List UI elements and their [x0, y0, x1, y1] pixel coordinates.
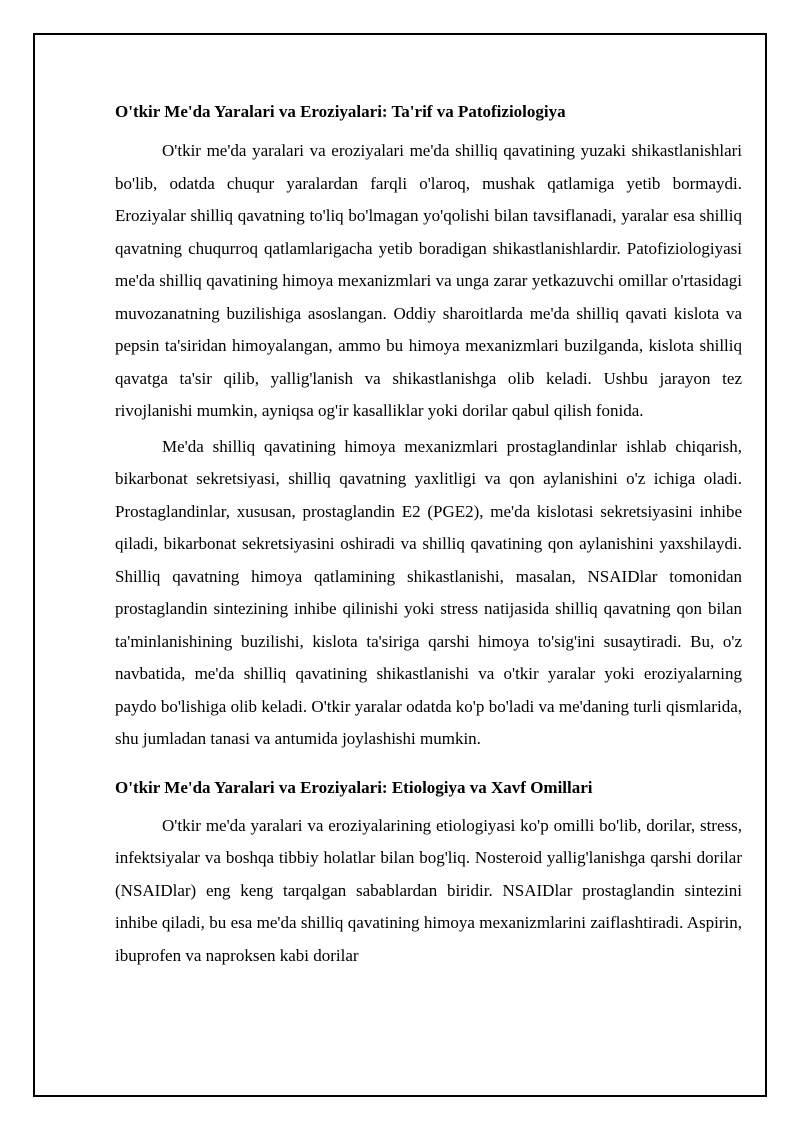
document-body [115, 96, 742, 972]
section-heading-definition: O'tkir Me'da Yaralari va Eroziyalari: Ta'rif va Patofiziologiya [115, 102, 566, 121]
paragraph-etiology: O'tkir me'da yaralari va eroziyalarining etiologiyasi ko'p omilli bo'lib, dorilar, stress, infektsiyalar va boshqa tibbiy holatlar bilan bog'liq. Nosteroid yallig'lanishga qarshi dorilar (NSAIDlar) eng keng tarqalgan sabablardan biridir. NSAIDlar prostaglandin sintezini inhibe qiladi, bu esa me'da shilliq qavatining himoya mexanizmlarini zaiflashtiradi. Aspirin, ibuprofen va naproksen kabi dorilar [115, 815, 742, 965]
paragraph-pathophysiology: O'tkir me'da yaralari va eroziyalari me'da shilliq qavatining yuzaki shikastlanishlari bo'lib, odatda chuqur yaralardan farqli o'laroq, mushak qatlamiga yetib bormaydi. Eroziyalar shilliq qavatning to'liq bo'lmagan yo'qolishi bilan tavsiflanadi, yaralar esa shilliq qavatning chuqurroq qatlamlarigacha yetib boradigan shikastlanishlardir. Patofiziologiyasi me'da shilliq qavatining himoya mexanizmlari va unga zarar yetkazuvchi omillar o'rtasidagi muvozanatning buzilishiga asoslangan. Oddiy sharoitlarda me'da shilliq qavati kislota va pepsin ta'siridan himoyalangan, ammo bu himoya mexanizmlari buzilganda, kislota shilliq qavatga ta'sir qilib, yallig'lanish va shikastlanishga olib keladi. Ushbu jarayon tez rivojlanishi mumkin, ayniqsa og'ir kasalliklar yoki dorilar qabul qilish fonida. [115, 141, 742, 420]
section-heading-etiology: O'tkir Me'da Yaralari va Eroziyalari: Etiologiya va Xavf Omillari [115, 777, 593, 797]
paragraph-protective-mechanisms: Me'da shilliq qavatining himoya mexanizmlari prostaglandinlar ishlab chiqarish, bikarbonat sekretsiyasi, shilliq qavatning yaxlitligi va qon aylanishini o'z ichiga oladi. Prostaglandinlar, xususan, prostaglandin E2 (PGE2), me'da kislotasi sekretsiyasini inhibe qiladi, bikarbonat sekretsiyasini oshiradi va shilliq qavatining qon aylanishini yaxshilaydi. Shilliq qavatning himoya qatlamining shikastlanishi, masalan, NSAIDlar tomonidan prostaglandin sintezining inhibe qilinishi yoki stress natijasida shilliq qavatning qon bilan ta'minlanishining buzilishi, kislota ta'siriga qarshi himoya to'sig'ini susaytiradi. Bu, o'z navbatida, me'da shilliq qavatining shikastlanishi va o'tkir yaralar yoki eroziyalarning paydo bo'lishiga olib keladi. O'tkir yaralar odatda ko'p bo'ladi va me'daning turli qismlarida, shu jumladan tanasi va antumida joylashishi mumkin. [115, 436, 742, 748]
